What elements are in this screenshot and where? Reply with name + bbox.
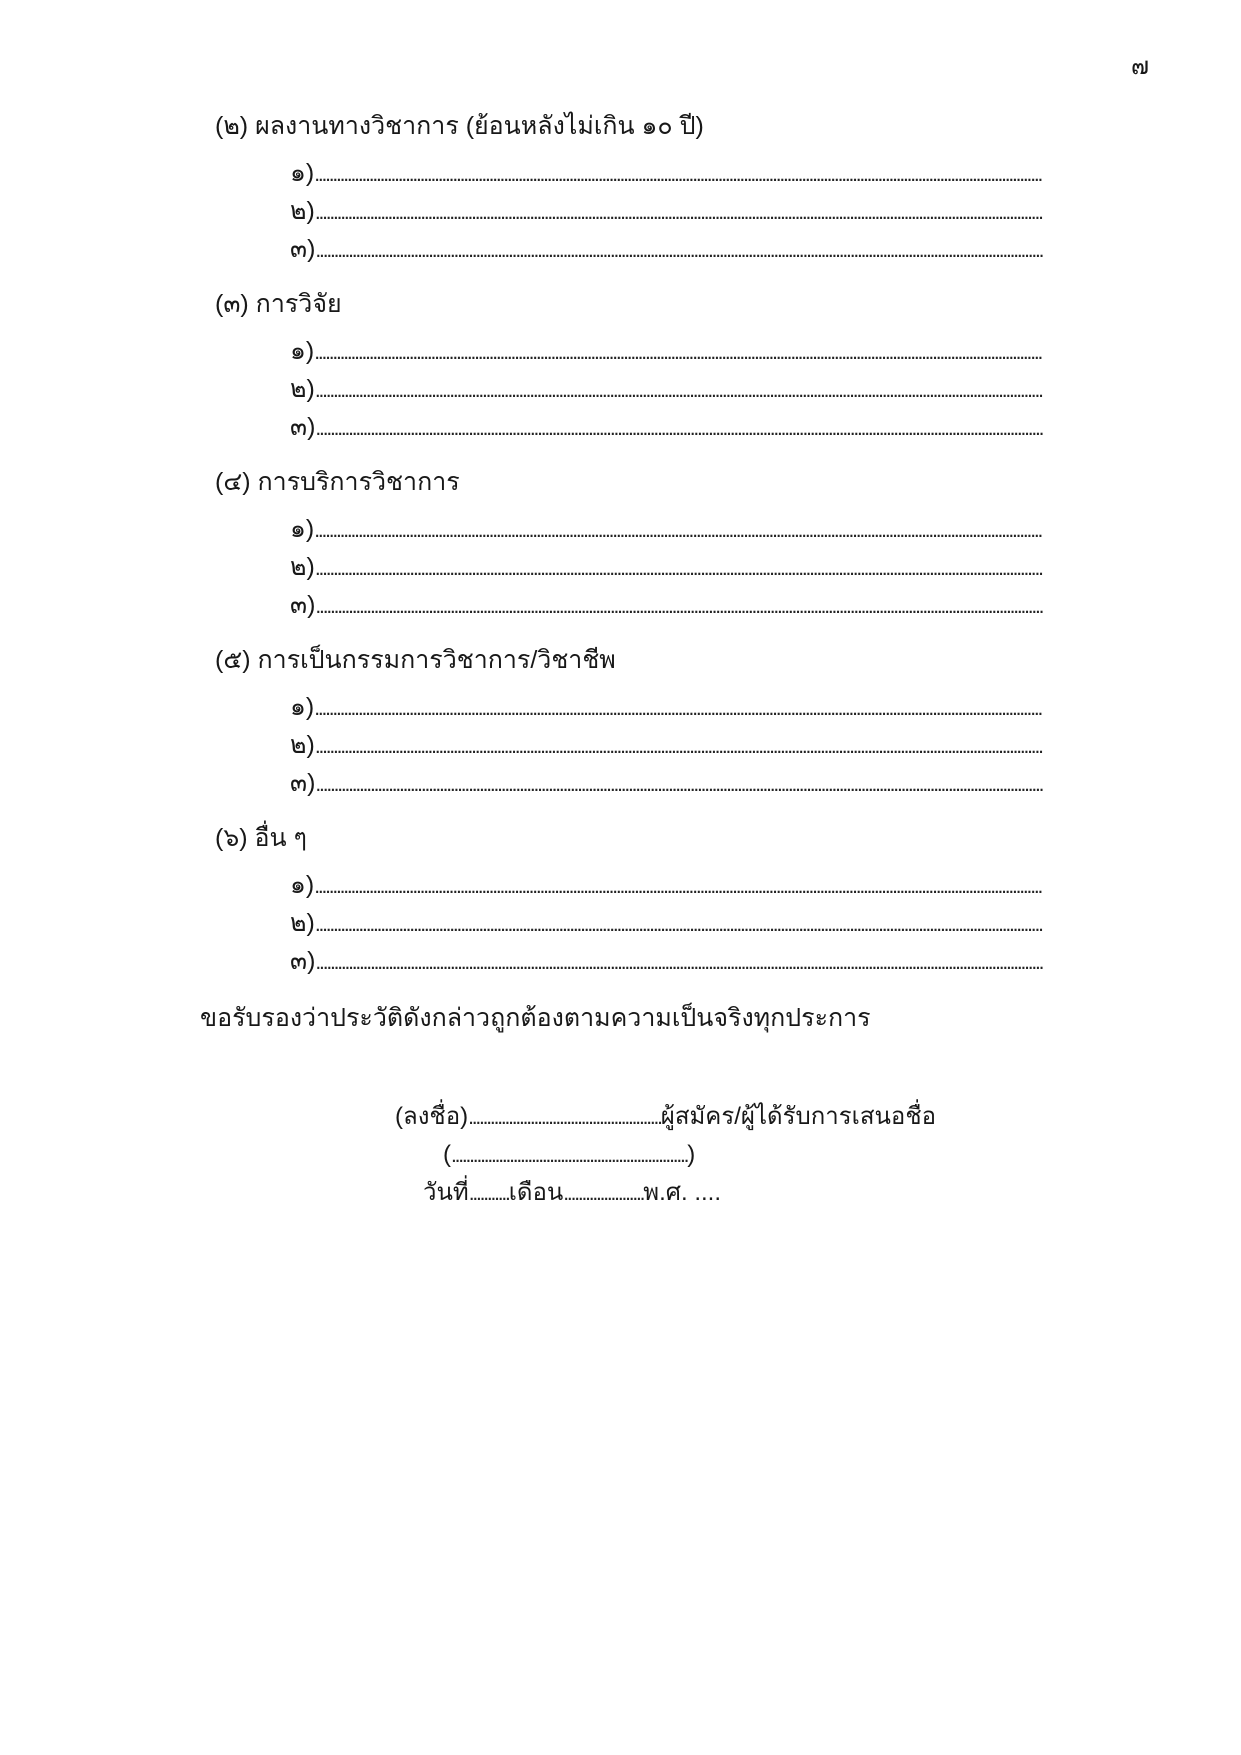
month-label: เดือน (508, 1179, 564, 1206)
blank-list-item (290, 942, 1145, 980)
item-number: ๒) (290, 375, 315, 403)
era-blank: .... (687, 1179, 721, 1206)
item-number: ๑) (290, 337, 315, 365)
section-items (200, 510, 1145, 624)
signature-block (395, 1098, 1145, 1212)
form-section (200, 462, 1145, 624)
dotted-blank-line: ........................................................................................................................................................................................................ (314, 735, 1042, 758)
blank-list-item (290, 510, 1145, 548)
dotted-blank-line: ........................................................................................................................................................................................................ (314, 519, 1042, 542)
section-items (200, 332, 1145, 446)
blank-list-item (290, 866, 1145, 904)
signature-dotted-blank: ..................................................... (468, 1106, 661, 1129)
section-heading: (๕) การเป็นกรรมการวิชาการ/วิชาชีพ (215, 646, 616, 674)
section-heading: (๒) ผลงานทางวิชาการ (ย้อนหลังไม่เกิน ๑๐ ปี) (215, 112, 704, 140)
item-number: ๒) (290, 909, 315, 937)
blank-list-item (290, 548, 1145, 586)
blank-list-item (290, 408, 1145, 446)
era-label: พ.ศ. (643, 1179, 688, 1206)
dotted-blank-line: ........................................................................................................................................................................................................ (315, 951, 1043, 974)
section-items (200, 154, 1145, 268)
dotted-blank-line: ........................................................................................................................................................................................................ (314, 379, 1042, 402)
dotted-blank-line: ........................................................................................................................................................................................................ (314, 201, 1042, 224)
date-label: วันที่ (423, 1179, 469, 1206)
section-items (200, 688, 1145, 802)
dotted-blank-line: ........................................................................................................................................................................................................ (315, 239, 1043, 262)
dotted-blank-line: ........................................................................................................................................................................................................ (314, 875, 1042, 898)
signature-name-line (443, 1136, 1145, 1174)
dotted-blank-line: ........................................................................................................................................................................................................ (314, 913, 1042, 936)
item-number: ๓) (290, 413, 316, 441)
item-number: ๑) (290, 871, 315, 899)
dotted-blank-line: ........................................................................................................................................................................................................ (315, 417, 1043, 440)
item-number: ๒) (290, 197, 315, 225)
blank-list-item (290, 154, 1145, 192)
item-number: ๓) (290, 591, 316, 619)
dotted-blank-line: ........................................................................................................................................................................................................ (314, 557, 1042, 580)
dotted-blank-line: ........................................................................................................................................................................................................ (314, 697, 1042, 720)
name-dotted-blank: ................................................................. (451, 1144, 688, 1167)
item-number: ๒) (290, 553, 315, 581)
month-dotted-blank: ...................... (563, 1182, 644, 1205)
item-number: ๓) (290, 235, 316, 263)
section-heading: (๔) การบริการวิชาการ (215, 468, 460, 496)
section-heading: (๖) อื่น ๆ (215, 824, 307, 852)
dotted-blank-line: ........................................................................................................................................................................................................ (314, 341, 1042, 364)
certification-statement: ขอรับรองว่าประวัติดังกล่าวถูกต้องตามความเป็นจริงทุกประการ (200, 1004, 871, 1032)
item-number: ๓) (290, 947, 316, 975)
form-body (0, 106, 1241, 1212)
blank-list-item (290, 726, 1145, 764)
dotted-blank-line: ........................................................................................................................................................................................................ (315, 773, 1043, 796)
section-items (200, 866, 1145, 980)
signature-line (395, 1098, 1145, 1136)
form-section (200, 818, 1145, 980)
item-number: ๑) (290, 693, 315, 721)
signature-date-line (423, 1174, 1145, 1212)
dotted-blank-line: ........................................................................................................................................................................................................ (314, 163, 1042, 186)
item-number: ๑) (290, 515, 315, 543)
page-number: ๗ (1130, 53, 1149, 80)
section-heading: (๓) การวิจัย (215, 290, 342, 318)
dotted-blank-line: ........................................................................................................................................................................................................ (315, 595, 1043, 618)
blank-list-item (290, 764, 1145, 802)
form-section (200, 284, 1145, 446)
item-number: ๓) (290, 769, 316, 797)
name-paren-close: ) (687, 1141, 696, 1168)
blank-list-item (290, 192, 1145, 230)
form-section (200, 640, 1145, 802)
blank-list-item (290, 904, 1145, 942)
item-number: ๑) (290, 159, 315, 187)
sections-container (200, 106, 1145, 980)
blank-list-item (290, 688, 1145, 726)
date-dotted-blank: ........... (468, 1182, 509, 1205)
blank-list-item (290, 332, 1145, 370)
blank-list-item (290, 230, 1145, 268)
name-paren-open: ( (443, 1141, 451, 1168)
blank-list-item (290, 370, 1145, 408)
form-section (200, 106, 1145, 268)
item-number: ๒) (290, 731, 315, 759)
sign-label: (ลงชื่อ) (395, 1103, 469, 1130)
sign-role-label: ผู้สมัคร/ผู้ได้รับการเสนอชื่อ (660, 1103, 937, 1130)
blank-list-item (290, 586, 1145, 624)
